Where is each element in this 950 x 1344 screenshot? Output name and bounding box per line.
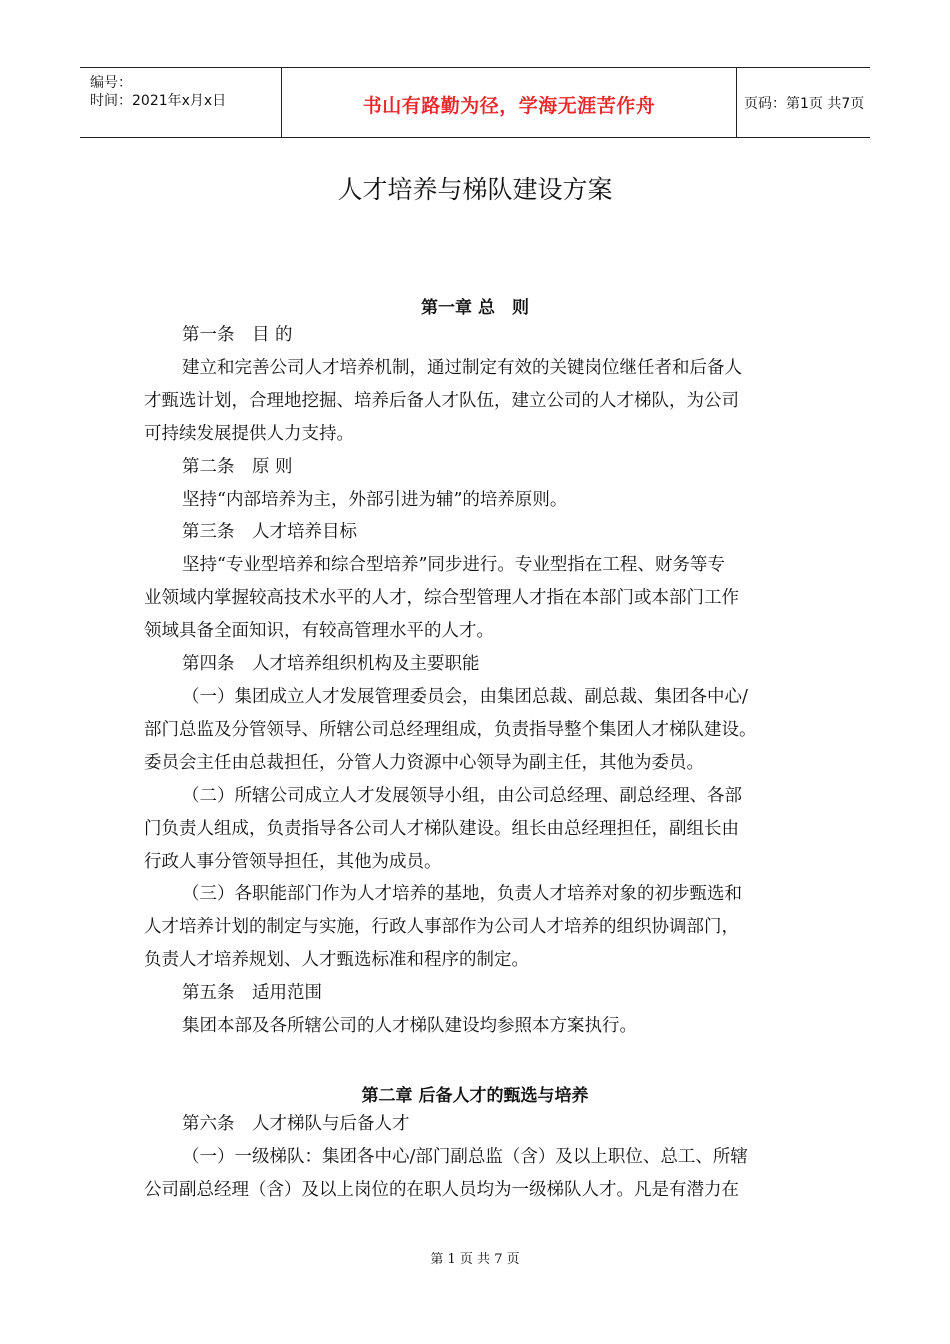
article-5-title: 第五条 适用范围: [182, 983, 322, 1003]
article-3-title: 第三条 人才培养目标: [182, 522, 357, 542]
article-1-line: 才甄选计划，合理地挖掘、培养后备人才队伍，建立公司的人才梯队，为公司: [144, 391, 739, 411]
article-4-paragraph-line: 人才培养计划的制定与实施，行政人事部作为公司人才培养的组织协调部门，: [144, 917, 739, 937]
article-1-line: 可持续发展提供人力支持。: [144, 424, 354, 444]
article-4-title: 第四条 人才培养组织机构及主要职能: [182, 654, 480, 674]
article-6-title: 第六条 人才梯队与后备人才: [182, 1114, 410, 1134]
chapter-2-title: 第二章 后备人才的甄选与培养: [361, 1086, 589, 1106]
page-label: 页码：第1页 共7页: [744, 96, 865, 112]
article-3-line: 业领域内掌握较高技术水平的人才，综合型管理人才指在本部门或本部门工作: [144, 588, 739, 608]
article-3-line: 领域具备全面知识，有较高管理水平的人才。: [144, 621, 494, 641]
article-4-paragraph-line: 行政人事分管领导担任，其他为成员。: [144, 852, 442, 872]
time-label: 时间：2021年x月x日: [90, 93, 227, 109]
chapter-1-title: 第一章 总 则: [421, 298, 529, 318]
document-title: 人才培养与梯队建设方案: [337, 175, 613, 204]
article-1-line: 建立和完善公司人才培养机制，通过制定有效的关键岗位继任者和后备人: [182, 358, 742, 378]
page-footer: 第 1 页 共 7 页: [430, 1252, 520, 1267]
article-4-paragraph-line: 部门总监及分管领导、所辖公司总经理组成，负责指导整个集团人才梯队建设。: [144, 720, 757, 740]
header-right-cell: [736, 68, 870, 137]
article-6-paragraph-line: 公司副总经理（含）及以上岗位的在职人员均为一级梯队人才。凡是有潜力在: [144, 1180, 739, 1200]
article-4-paragraph-line: （三）各职能部门作为人才培养的基地，负责人才培养对象的初步甄选和: [182, 884, 742, 904]
article-5-line: 集团本部及各所辖公司的人才梯队建设均参照本方案执行。: [182, 1016, 637, 1036]
article-4-paragraph-line: （一）集团成立人才发展管理委员会，由集团总裁、副总裁、集团各中心/: [182, 687, 748, 707]
header-motto-cell: [281, 68, 737, 137]
article-2-line: 坚持“内部培养为主，外部引进为辅”的培养原则。: [182, 490, 568, 510]
article-3-line: 坚持“专业型培养和综合型培养”同步进行。专业型指在工程、财务等专: [182, 555, 725, 575]
article-6-paragraph-line: （一）一级梯队：集团各中心/部门副总监（含）及以上职位、总工、所辖: [182, 1147, 748, 1167]
motto: 书山有路勤为径，学海无涯苦作舟: [362, 95, 656, 117]
article-4-paragraph-line: 委员会主任由总裁担任，分管人力资源中心领导为副主任，其他为委员。: [144, 753, 704, 773]
article-2-title: 第二条 原 则: [182, 457, 293, 477]
article-4-paragraph-line: 门负责人组成，负责指导各公司人才梯队建设。组长由总经理担任，副组长由: [144, 819, 739, 839]
article-4-paragraph-line: 负责人才培养规划、人才甄选标准和程序的制定。: [144, 950, 529, 970]
header-left-cell: [80, 68, 281, 137]
article-4-paragraph-line: （二）所辖公司成立人才发展领导小组，由公司总经理、副总经理、各部: [182, 786, 742, 806]
number-label: 编号：: [90, 75, 132, 91]
header-table: [80, 67, 870, 138]
article-1-title: 第一条 目 的: [182, 325, 293, 345]
